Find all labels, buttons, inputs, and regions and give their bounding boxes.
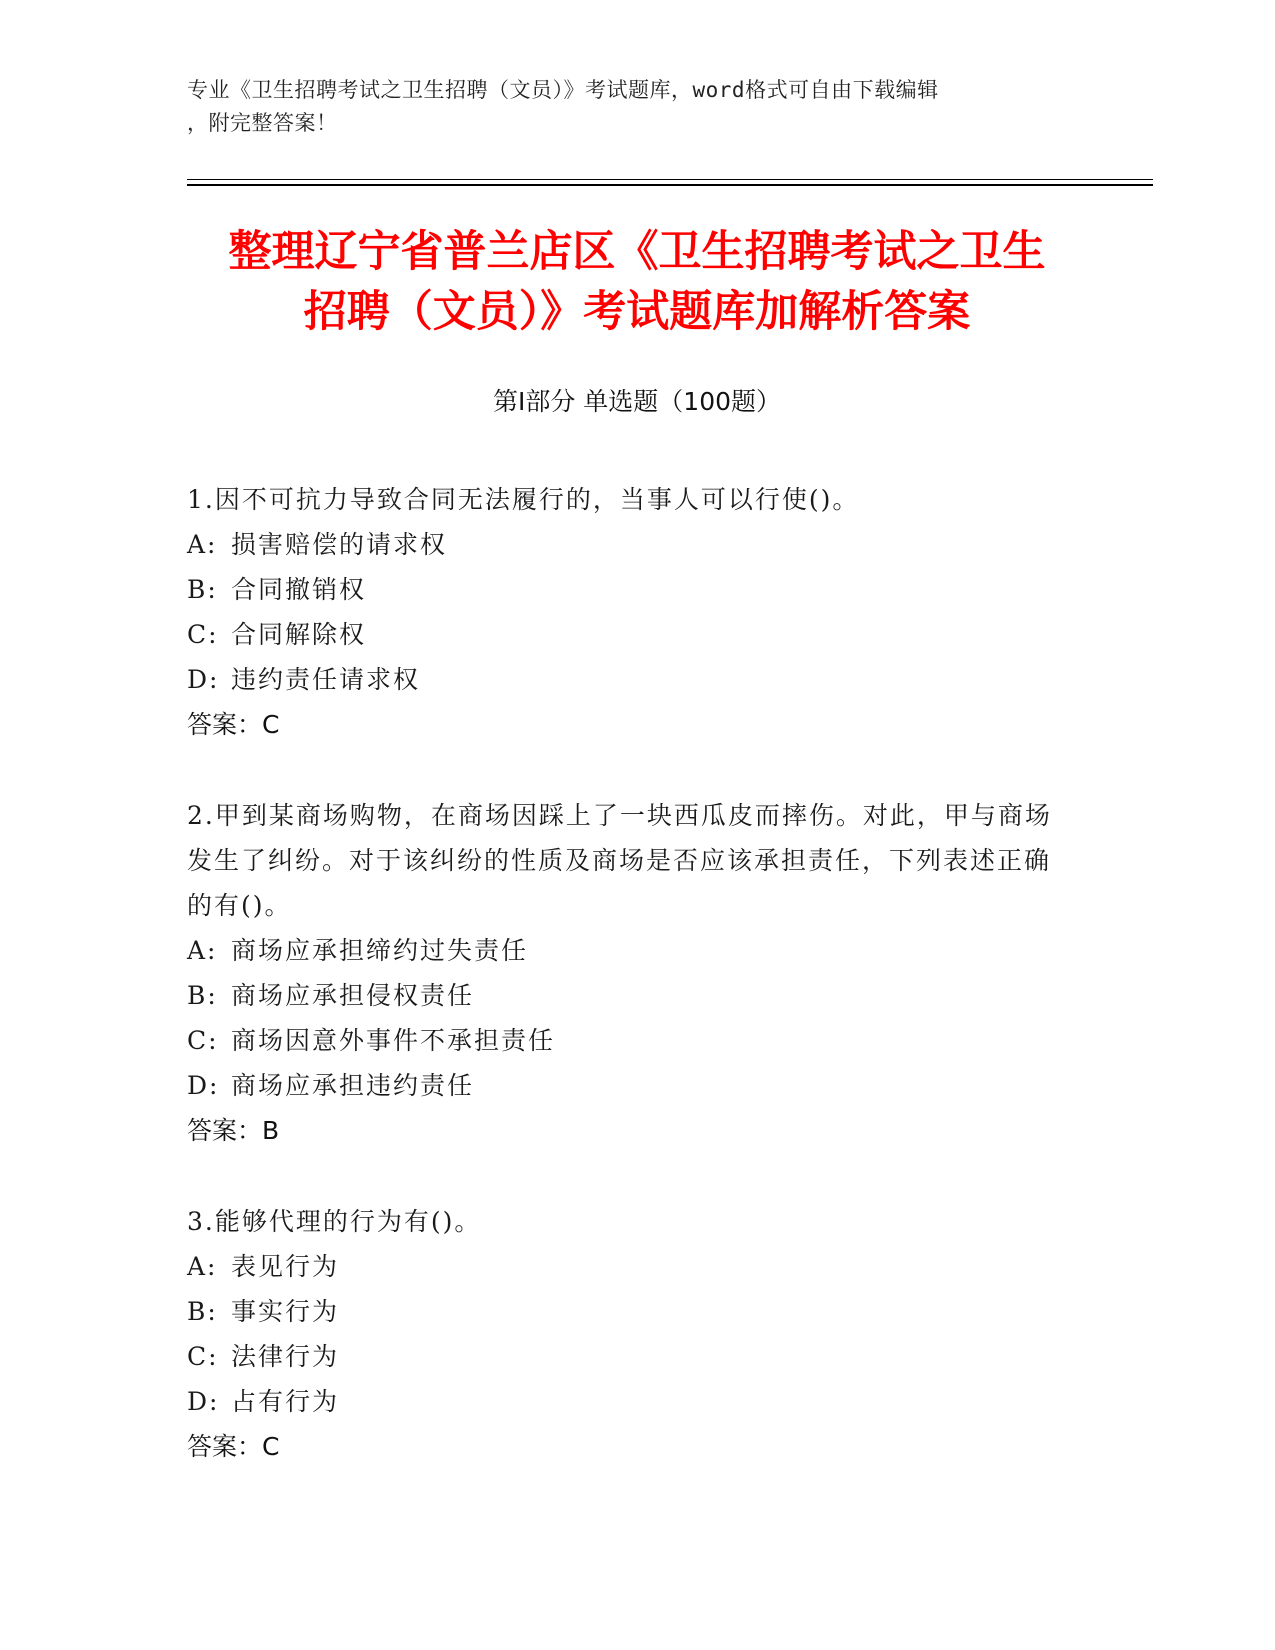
question-text: 3.能够代理的行为有()。 [187, 1207, 482, 1236]
section-title: 第Ⅰ部分 单选题（100题） [492, 387, 782, 416]
option-text: 商场应承担缔约过失责任 [231, 936, 529, 965]
answer-line: 答案：B [187, 1116, 280, 1145]
option-text: 合同撤销权 [231, 575, 367, 604]
option-text: 合同解除权 [231, 620, 367, 649]
question-text: 1.因不可抗力导致合同无法履行的，当事人可以行使()。 [187, 485, 860, 514]
option-text: 商场因意外事件不承担责任 [231, 1026, 556, 1055]
option-letter: C: [187, 1342, 219, 1371]
option-text: 占有行为 [231, 1387, 340, 1416]
question-item [187, 793, 1067, 1153]
option-letter: C: [187, 620, 219, 649]
header-note [187, 74, 1067, 140]
option-letter: C: [187, 1026, 219, 1055]
option-a [187, 522, 1067, 567]
question-item [187, 1199, 1067, 1469]
header-note-line2: ，附完整答案！ [187, 111, 338, 135]
option-d [187, 657, 1067, 702]
option-b [187, 1289, 1067, 1334]
option-c [187, 1018, 1067, 1063]
option-letter: A: [187, 936, 218, 965]
document-title-line1: 整理辽宁省普兰店区《卫生招聘考试之卫生 [228, 227, 1046, 277]
option-letter: A: [187, 530, 218, 559]
document-title [187, 222, 1087, 342]
option-text: 损害赔偿的请求权 [231, 530, 448, 559]
option-a [187, 1244, 1067, 1289]
option-letter: A: [187, 1252, 218, 1281]
option-a [187, 928, 1067, 973]
option-b [187, 567, 1067, 612]
option-text: 法律行为 [231, 1342, 340, 1371]
answer-line: 答案：C [187, 1432, 280, 1461]
option-letter: D: [187, 665, 220, 694]
option-letter: D: [187, 1387, 220, 1416]
option-text: 商场应承担侵权责任 [231, 981, 475, 1010]
option-d [187, 1379, 1067, 1424]
option-b [187, 973, 1067, 1018]
document-title-line2: 招聘（文员）》考试题库加解析答案 [303, 287, 971, 337]
option-text: 违约责任请求权 [231, 665, 421, 694]
option-text: 事实行为 [231, 1297, 340, 1326]
option-letter: B: [187, 1297, 218, 1326]
header-divider-thin [187, 179, 1153, 180]
header-divider-thick [187, 184, 1153, 186]
header-note-line1: 专业《卫生招聘考试之卫生招聘（文员）》考试题库，word格式可自由下载编辑 [187, 78, 939, 102]
question-list [187, 477, 1067, 1515]
option-c [187, 612, 1067, 657]
answer-line: 答案：C [187, 710, 280, 739]
question-text: 2.甲到某商场购物，在商场因踩上了一块西瓜皮而摔伤。对此，甲与商场发生了纠纷。对于该纠纷的性质及商场是否应该承担责任，下列表述正确的有()。 [187, 801, 1052, 920]
option-text: 表见行为 [231, 1252, 340, 1281]
option-c [187, 1334, 1067, 1379]
option-letter: B: [187, 575, 218, 604]
question-item [187, 477, 1067, 747]
option-letter: B: [187, 981, 218, 1010]
option-letter: D: [187, 1071, 220, 1100]
option-d [187, 1063, 1067, 1108]
option-text: 商场应承担违约责任 [231, 1071, 475, 1100]
